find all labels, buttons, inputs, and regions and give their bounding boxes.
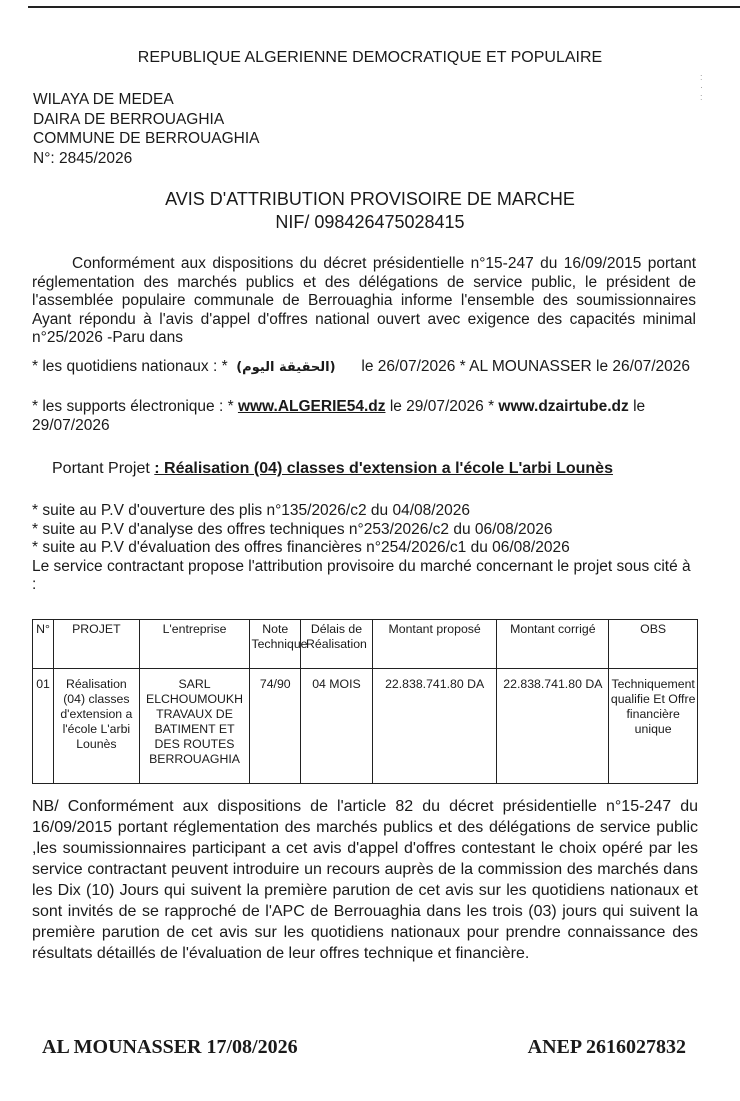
intro-paragraph: Conformément aux dispositions du décret présidentielle n°15-247 du 16/09/2015 portant réglementation des marchés publics et des délégations de service public, le président de l'assemblée populaire communale de Berrouaghia informe l'ensemble des soumissionnaires Ayant répondu à l'avis d'appel d'offres national ouvert avec exigence des capacités minimal n°25/2026 -Paru dans bbox=[32, 255, 696, 346]
project-title: : Réalisation (04) classes d'extension a l'école L'arbi Lounès bbox=[154, 460, 613, 477]
cell-note: 74/90 bbox=[250, 669, 301, 784]
header-obs: OBS bbox=[609, 620, 698, 669]
commune-line: COMMUNE DE BERROUAGHIA bbox=[33, 130, 260, 147]
scan-marks: : · : bbox=[700, 72, 703, 102]
nb-paragraph: NB/ Conformément aux dispositions de l'article 82 du décret présidentielle n°15-247 du 16/09/2015 portant réglementation des marchés publics et des délégations de service public ,les soumissionnaires participant a cet avis d'appel d'offres contestant le choix opéré par les service contractant peuvent introduire un recours auprès de la commission des marchés dans les Dix (10) Jours qui suivent la première parution de cet avis sur les quotidiens nationaux et sont invités de se rapproché de l'APC de Berrouaghia dans les trois (03) jours qui suivent la première parution de cet avis sur les quotidiens nationaux pour prendre connaissance des résultats détaillés de l'évaluation de leur offres technique et financière. bbox=[32, 798, 698, 962]
footer-newspaper: AL MOUNASSER 17/08/2026 bbox=[42, 1036, 298, 1058]
header-note: Note Technique bbox=[250, 620, 301, 669]
newspapers-prefix: * les quotidiens nationaux : * bbox=[32, 358, 228, 375]
cell-projet: Réalisation (04) classes d'extension a l'école L'arbi Lounès bbox=[54, 669, 140, 784]
pv-list bbox=[32, 502, 698, 595]
site-link-algerie54[interactable]: www.ALGERIE54.dz bbox=[237, 398, 386, 415]
header-projet: PROJET bbox=[54, 620, 140, 669]
header-num: N° bbox=[33, 620, 54, 669]
daira-line: DAIRA DE BERROUAGHIA bbox=[33, 110, 225, 128]
project-label: Portant Projet bbox=[52, 460, 150, 477]
table-header-row bbox=[33, 620, 698, 669]
header-delais: Délais de Réalisation bbox=[301, 620, 373, 669]
supports-middle: le 29/07/2026 * bbox=[389, 398, 495, 415]
nif-number: NIF/ 098426475028415 bbox=[275, 212, 465, 232]
supports-prefix: * les supports électronique : * bbox=[32, 398, 234, 415]
arabic-newspaper: (الحقيقة اليوم) bbox=[236, 360, 336, 375]
proposal-text: Le service contractant propose l'attribution provisoire du marché concernant le projet sous cité à : bbox=[32, 557, 691, 593]
cell-num: 01 bbox=[33, 669, 54, 784]
reference-number: N°: 2845/2026 bbox=[33, 149, 133, 167]
cell-montant-propose: 22.838.741.80 DA bbox=[372, 669, 497, 784]
header-montant-corrige: Montant corrigé bbox=[497, 620, 609, 669]
newspapers-dates: le 26/07/2026 * AL MOUNASSER le 26/07/2026 bbox=[361, 358, 691, 375]
top-rule bbox=[28, 6, 740, 8]
pv-opening: * suite au P.V d'ouverture des plis n°135/2026/c2 du 04/08/2026 bbox=[32, 502, 471, 519]
cell-delais: 04 MOIS bbox=[301, 669, 373, 784]
project-line bbox=[52, 460, 613, 478]
pv-technical: * suite au P.V d'analyse des offres techniques n°253/2026/c2 du 06/08/2026 bbox=[32, 520, 553, 538]
cell-obs: Techniquement qualifie Et Offre financière unique bbox=[609, 669, 698, 784]
site-link-dzairtube[interactable]: www.dzairtube.dz bbox=[498, 398, 629, 415]
pv-financial: * suite au P.V d'évaluation des offres financières n°254/2026/c1 du 06/08/2026 bbox=[32, 539, 570, 556]
header-montant-propose: Montant proposé bbox=[372, 620, 497, 669]
footer-anep: ANEP 2616027832 bbox=[527, 1036, 686, 1058]
newspapers-line bbox=[32, 358, 696, 378]
award-table bbox=[32, 619, 698, 784]
notice-title: AVIS D'ATTRIBUTION PROVISOIRE DE MARCHE bbox=[165, 189, 575, 209]
electronic-supports-line bbox=[32, 398, 696, 435]
header-entreprise: L'entreprise bbox=[139, 620, 250, 669]
cell-montant-corrige: 22.838.741.80 DA bbox=[497, 669, 609, 784]
notice-title-block bbox=[0, 188, 740, 234]
supports-end: le 29/07/2026 bbox=[32, 398, 646, 434]
wilaya-line: WILAYA DE MEDEA bbox=[33, 91, 174, 108]
issuer-header bbox=[33, 90, 260, 168]
republic-heading: REPUBLIQUE ALGERIENNE DEMOCRATIQUE ET POPULAIRE bbox=[137, 49, 603, 66]
table-row bbox=[33, 669, 698, 784]
cell-entreprise: SARL ELCHOUMOUKH TRAVAUX DE BATIMENT ET DES ROUTES BERROUAGHIA bbox=[139, 669, 250, 784]
